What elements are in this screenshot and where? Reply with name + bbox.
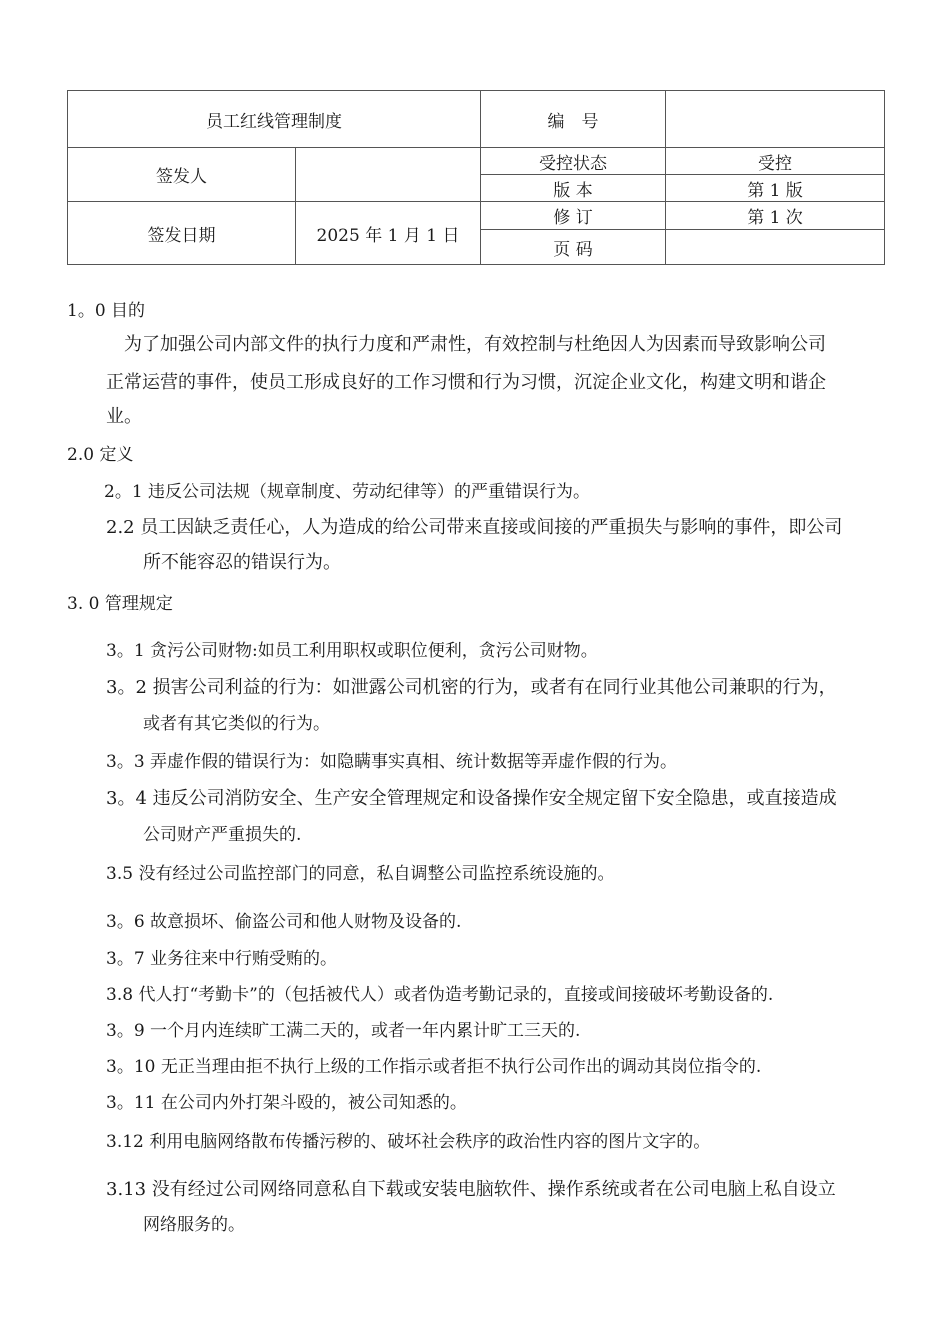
- section-3-item-continued: 网络服务的。: [143, 1215, 245, 1235]
- section-3-item: 3。1 贪污公司财物:如员工利用职权或职位便利，贪污公司财物。: [106, 641, 598, 661]
- section-3-item: 3.13 没有经过公司网络同意私自下载或安装电脑软件、操作系统或者在公司电脑上私自设立: [106, 1179, 836, 1200]
- section-3-item: 3。6 故意损坏、偷盗公司和他人财物及设备的.: [106, 912, 462, 932]
- control-status-value: 受控: [666, 148, 885, 175]
- section-3-item: 3。10 无正当理由拒不执行上级的工作指示或者拒不执行公司作出的调动其岗位指令的.: [106, 1057, 762, 1077]
- code-value: [666, 91, 885, 148]
- section-3-item: 3。9 一个月内连续旷工满二天的，或者一年内累计旷工三天的.: [106, 1021, 581, 1041]
- section-2-item-continued: 所不能容忍的错误行为。: [143, 552, 341, 573]
- section-3-item: 3.12 利用电脑网络散布传播污秽的、破坏社会秩序的政治性内容的图片文字的。: [106, 1132, 711, 1152]
- code-label: 编 号: [481, 91, 666, 148]
- revision-value: 第 1 次: [666, 202, 885, 230]
- section-3-item-continued: 或者有其它类似的行为。: [143, 714, 330, 734]
- section-3-item: 3。3 弄虚作假的错误行为：如隐瞒事实真相、统计数据等弄虚作假的行为。: [106, 752, 678, 772]
- section-3-item: 3。7 业务往来中行贿受贿的。: [106, 949, 338, 969]
- section-3-item: 3。4 违反公司消防安全、生产安全管理规定和设备操作安全规定留下安全隐患，或直接造成: [106, 788, 837, 809]
- section-2-heading: 2.0 定义: [67, 445, 134, 465]
- issue-date-label: 签发日期: [68, 202, 296, 265]
- section-1-body-line: 业。: [106, 406, 142, 427]
- version-value: 第 1 版: [666, 175, 885, 202]
- section-3-item: 3.8 代人打“考勤卡”的（包括被代人）或者伪造考勤记录的，直接或间接破坏考勤设备的.: [106, 985, 774, 1005]
- page-label: 页 码: [481, 230, 666, 265]
- section-3-heading: 3. 0 管理规定: [67, 594, 173, 614]
- section-3-item: 3。2 损害公司利益的行为：如泄露公司机密的行为，或者有在同行业其他公司兼职的行为，: [106, 677, 837, 698]
- section-2-item: 2.2 员工因缺乏责任心，人为造成的给公司带来直接或间接的严重损失与影响的事件，即公司: [106, 517, 843, 538]
- section-1-body-line: 正常运营的事件，使员工形成良好的工作习惯和行为习惯，沉淀企业文化，构建文明和谐企: [106, 372, 826, 393]
- section-1-body-line: 为了加强公司内部文件的执行力度和严肃性，有效控制与杜绝因人为因素而导致影响公司: [124, 334, 826, 355]
- control-status-label: 受控状态: [481, 148, 666, 175]
- section-2-item: 2。1 违反公司法规（规章制度、劳动纪律等）的严重错误行为。: [104, 482, 591, 502]
- issuer-value: [296, 148, 481, 202]
- document-title: 员工红线管理制度: [68, 91, 481, 148]
- document-header-table: [67, 90, 885, 265]
- page-value: [666, 230, 885, 265]
- issuer-label: 签发人: [68, 148, 296, 202]
- section-3-item-continued: 公司财产严重损失的.: [143, 825, 302, 845]
- version-label: 版 本: [481, 175, 666, 202]
- issue-date-value: 2025 年 1 月 1 日: [296, 202, 481, 265]
- section-1-heading: 1。0 目的: [67, 301, 146, 321]
- revision-label: 修 订: [481, 202, 666, 230]
- section-3-item: 3.5 没有经过公司监控部门的同意，私自调整公司监控系统设施的。: [106, 864, 615, 884]
- section-3-item: 3。11 在公司内外打架斗殴的，被公司知悉的。: [106, 1093, 467, 1113]
